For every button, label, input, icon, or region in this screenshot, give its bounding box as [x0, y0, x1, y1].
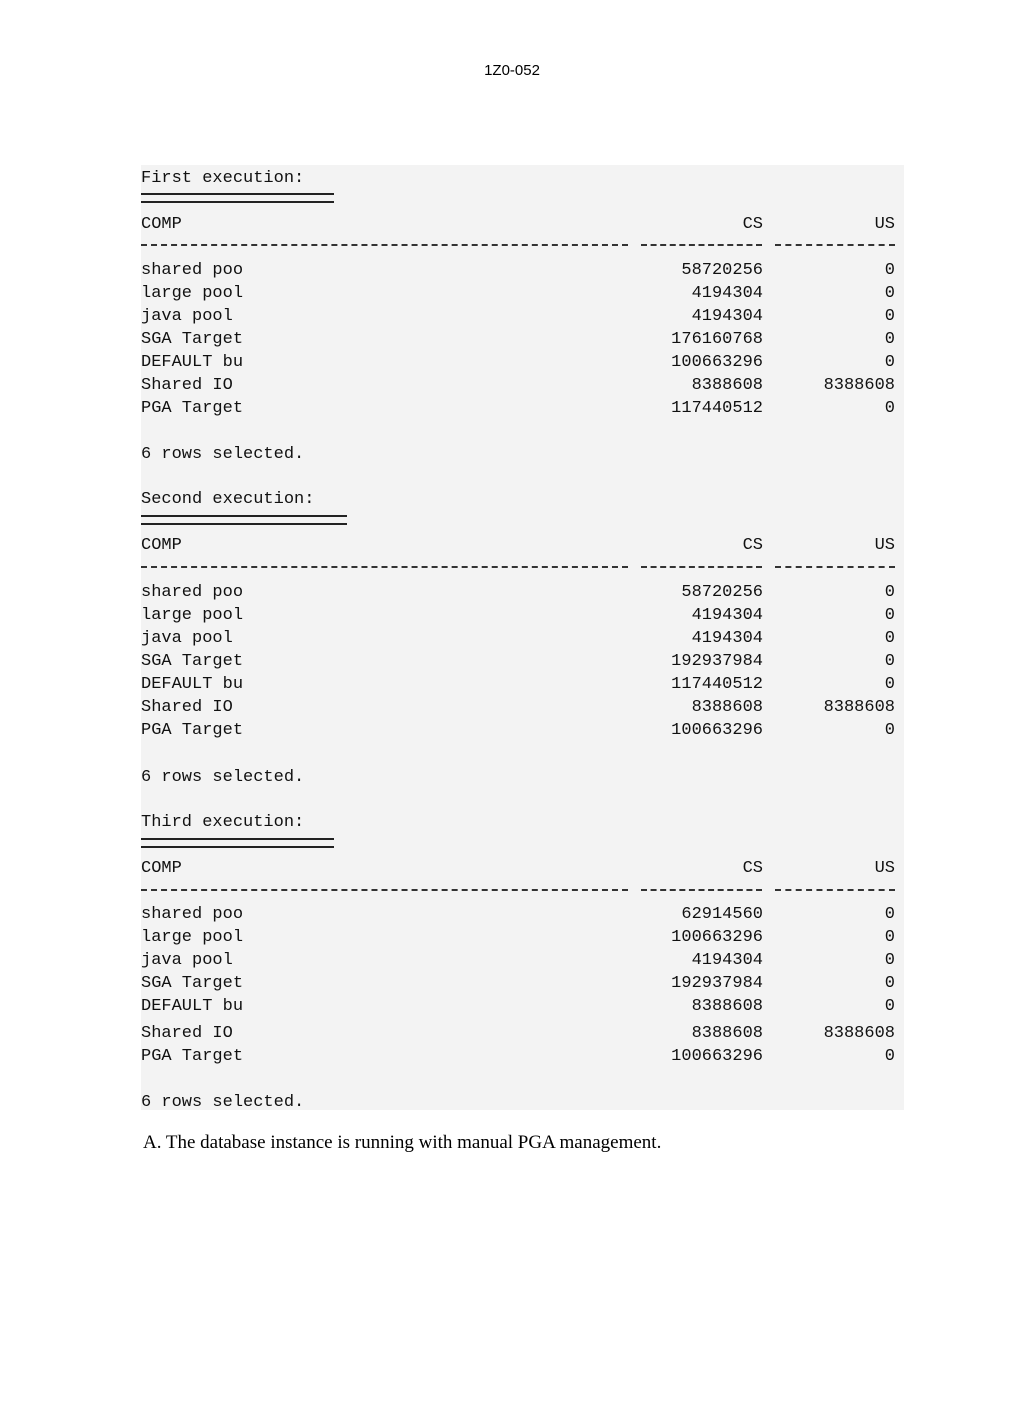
cell-cs: 8388608	[691, 997, 763, 1016]
column-header-cs: CS	[742, 536, 763, 555]
separator-cs	[641, 889, 762, 891]
cell-cs: 192937984	[671, 652, 763, 671]
cell-comp: java pool	[141, 629, 233, 648]
cell-us: 0	[884, 629, 895, 648]
cell-cs: 4194304	[691, 951, 763, 970]
separator-us	[775, 566, 895, 568]
cell-comp: SGA Target	[141, 330, 244, 349]
separator-comp	[141, 889, 628, 891]
cell-us: 8388608	[823, 698, 895, 717]
separator-cs	[641, 566, 762, 568]
cell-cs: 58720256	[681, 583, 763, 602]
cell-comp: Shared IO	[141, 376, 233, 395]
cell-us: 0	[884, 353, 895, 372]
cell-cs: 100663296	[671, 928, 763, 947]
cell-us: 0	[884, 721, 895, 740]
cell-us: 0	[884, 997, 895, 1016]
column-header-comp: COMP	[141, 859, 182, 878]
cell-cs: 117440512	[671, 675, 763, 694]
cell-us: 0	[884, 307, 895, 326]
cell-us: 0	[884, 905, 895, 924]
title-underline	[141, 515, 347, 525]
cell-us: 0	[884, 261, 895, 280]
separator-us	[775, 244, 895, 246]
cell-comp: Shared IO	[141, 698, 233, 717]
cell-cs: 4194304	[691, 307, 763, 326]
cell-cs: 100663296	[671, 1047, 763, 1066]
cell-us: 0	[884, 675, 895, 694]
cell-us: 8388608	[823, 1024, 895, 1043]
cell-comp: SGA Target	[141, 974, 244, 993]
separator-comp	[141, 566, 628, 568]
cell-cs: 100663296	[671, 721, 763, 740]
cell-us: 0	[884, 951, 895, 970]
cell-comp: java pool	[141, 307, 233, 326]
cell-cs: 8388608	[691, 1024, 763, 1043]
column-header-comp: COMP	[141, 215, 182, 234]
cell-comp: shared poo	[141, 261, 244, 280]
cell-comp: PGA Target	[141, 1047, 244, 1066]
cell-us: 0	[884, 928, 895, 947]
cell-cs: 58720256	[681, 261, 763, 280]
cell-cs: 62914560	[681, 905, 763, 924]
rows-selected-footer: 6 rows selected.	[141, 1093, 305, 1112]
cell-comp: DEFAULT bu	[141, 353, 244, 372]
cell-cs: 176160768	[671, 330, 763, 349]
cell-us: 0	[884, 399, 895, 418]
cell-comp: java pool	[141, 951, 233, 970]
column-header-us: US	[874, 215, 895, 234]
cell-us: 0	[884, 606, 895, 625]
execution-title: Third execution:	[141, 813, 305, 832]
cell-comp: SGA Target	[141, 652, 244, 671]
column-header-comp: COMP	[141, 536, 182, 555]
title-underline	[141, 193, 334, 203]
cell-comp: PGA Target	[141, 399, 244, 418]
cell-comp: DEFAULT bu	[141, 997, 244, 1016]
cell-us: 0	[884, 583, 895, 602]
cell-cs: 117440512	[671, 399, 763, 418]
title-underline	[141, 838, 334, 848]
cell-cs: 8388608	[691, 376, 763, 395]
column-header-us: US	[874, 536, 895, 555]
cell-comp: large pool	[141, 928, 244, 947]
column-header-cs: CS	[742, 859, 763, 878]
page-header-code: 1Z0-052	[484, 62, 540, 79]
cell-cs: 100663296	[671, 353, 763, 372]
cell-comp: Shared IO	[141, 1024, 233, 1043]
column-header-us: US	[874, 859, 895, 878]
cell-us: 0	[884, 284, 895, 303]
cell-cs: 8388608	[691, 698, 763, 717]
separator-cs	[641, 244, 762, 246]
cell-comp: DEFAULT bu	[141, 675, 244, 694]
cell-cs: 192937984	[671, 974, 763, 993]
cell-us: 0	[884, 974, 895, 993]
cell-comp: large pool	[141, 606, 244, 625]
rows-selected-footer: 6 rows selected.	[141, 445, 305, 464]
answer-option-a: A. The database instance is running with manual PGA management.	[143, 1132, 662, 1153]
cell-cs: 4194304	[691, 606, 763, 625]
rows-selected-footer: 6 rows selected.	[141, 768, 305, 787]
cell-cs: 4194304	[691, 284, 763, 303]
cell-comp: shared poo	[141, 905, 244, 924]
cell-us: 8388608	[823, 376, 895, 395]
cell-cs: 4194304	[691, 629, 763, 648]
cell-us: 0	[884, 1047, 895, 1066]
cell-comp: shared poo	[141, 583, 244, 602]
execution-title: First execution:	[141, 169, 305, 188]
cell-us: 0	[884, 330, 895, 349]
cell-comp: large pool	[141, 284, 244, 303]
sql-output-screenshot	[141, 165, 904, 1110]
cell-us: 0	[884, 652, 895, 671]
separator-comp	[141, 244, 628, 246]
execution-title: Second execution:	[141, 490, 315, 509]
separator-us	[775, 889, 895, 891]
column-header-cs: CS	[742, 215, 763, 234]
cell-comp: PGA Target	[141, 721, 244, 740]
